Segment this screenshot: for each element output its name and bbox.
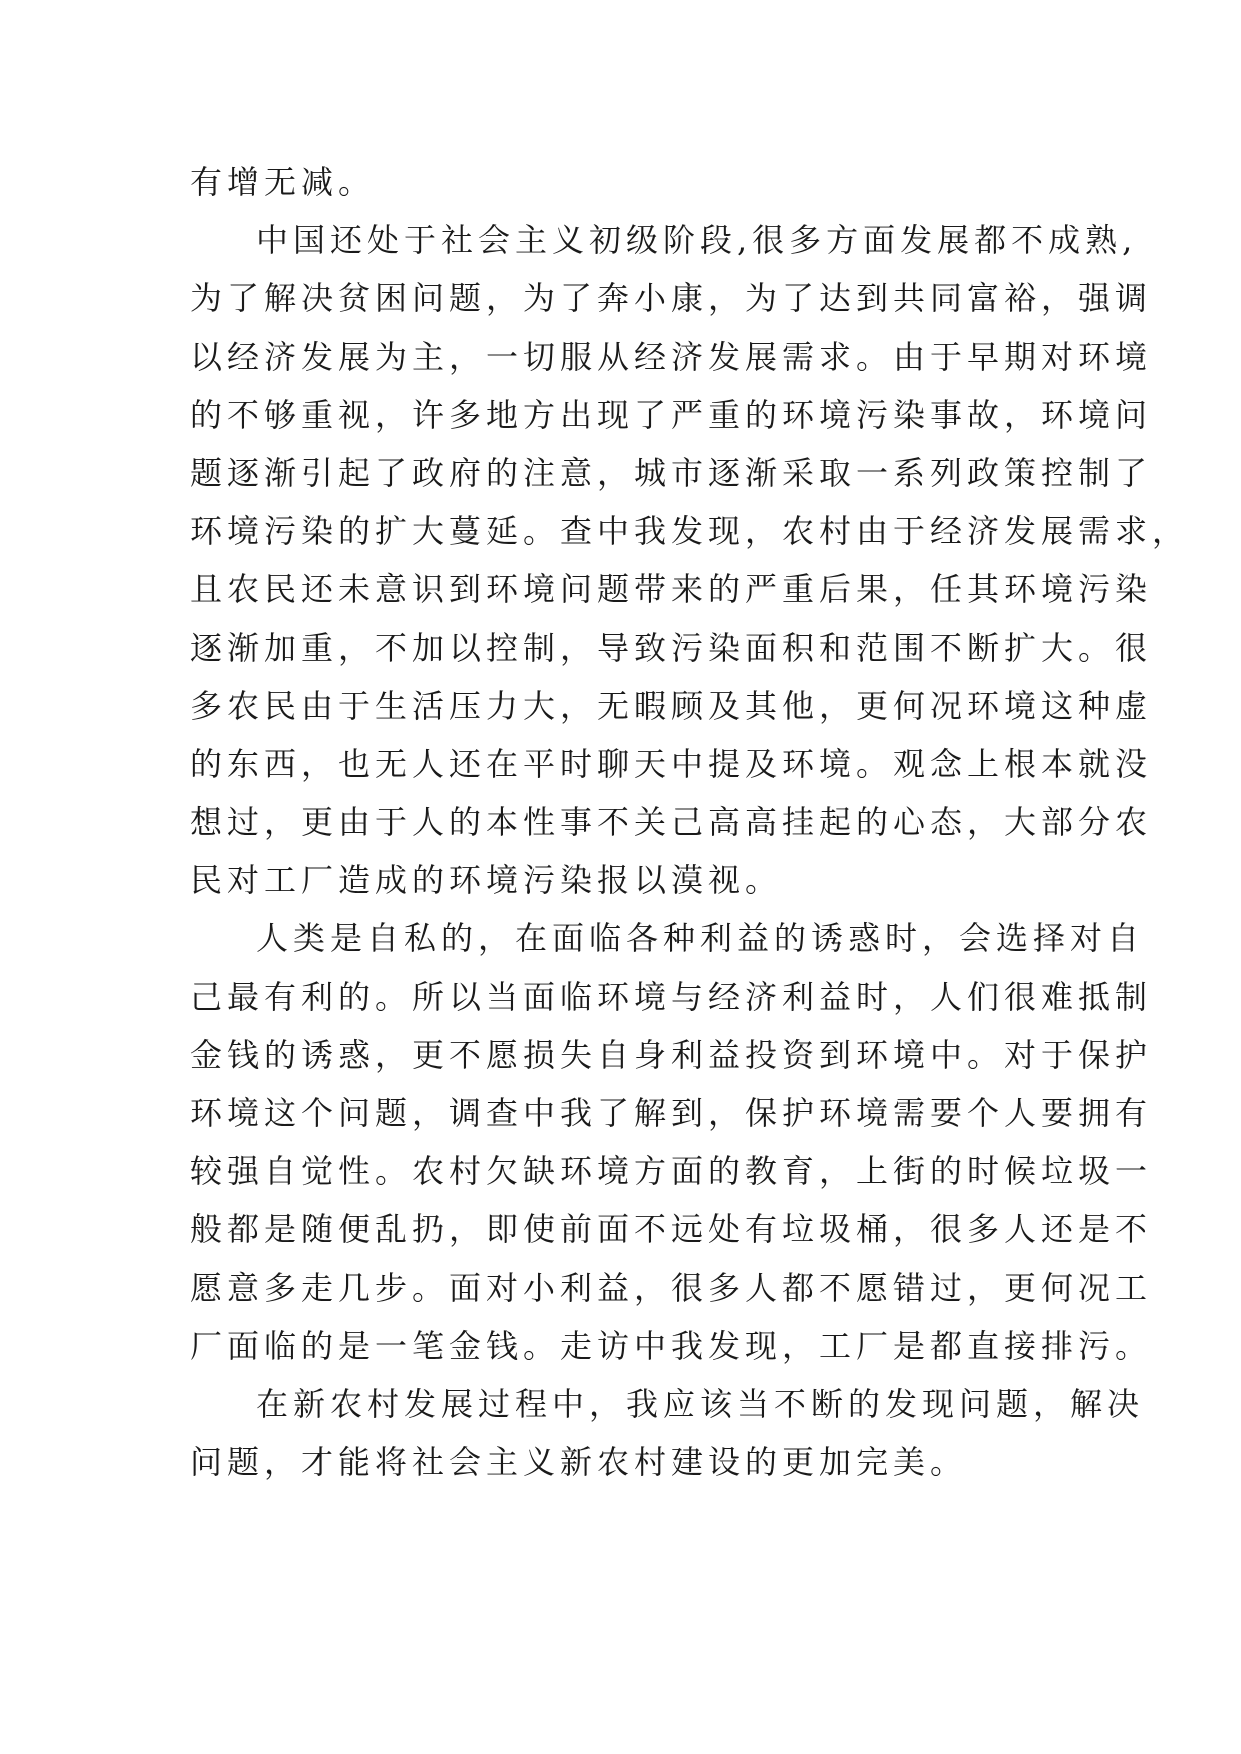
text-line: 逐渐加重，不加以控制，导致污染面积和范围不断扩大。很 <box>190 628 1153 667</box>
text-line: 想过，更由于人的本性事不关己高高挂起的心态，大部分农 <box>190 803 1153 842</box>
text-line: 且农民还未意识到环境问题带来的严重后果，任其环境污染 <box>190 570 1153 609</box>
text-line: 多农民由于生活压力大，无暇顾及其他，更何况环境这种虚 <box>190 686 1153 725</box>
text-line: 较强自觉性。农村欠缺环境方面的教育，上街的时候垃圾一 <box>190 1152 1153 1191</box>
text-line: 题逐渐引起了政府的注意，城市逐渐采取一系列政策控制了 <box>190 453 1153 492</box>
paragraph <box>190 153 1070 211</box>
text-line: 中国还处于社会主义初级阶段,很多方面发展都不成熟, <box>256 221 1138 260</box>
paragraph <box>190 909 1153 1375</box>
document-body <box>190 153 1190 1491</box>
text-line: 为了解决贫困问题，为了奔小康，为了达到共同富裕，强调 <box>190 279 1153 318</box>
text-line: 民对工厂造成的环境污染报以漠视。 <box>190 861 783 900</box>
text-line: 人类是自私的，在面临各种利益的诱惑时，会选择对自 <box>256 919 1145 958</box>
text-line: 环境污染的扩大蔓延。查中我发现，农村由于经济发展需求， <box>190 512 1190 551</box>
text-line: 问题，才能将社会主义新农村建设的更加完美。 <box>190 1443 968 1482</box>
text-line: 的不够重视，许多地方出现了严重的环境污染事故，环境问 <box>190 395 1153 434</box>
paragraph <box>190 1375 1145 1491</box>
text-line: 的东西，也无人还在平时聊天中提及环境。观念上根本就没 <box>190 744 1153 783</box>
text-line: 以经济发展为主，一切服从经济发展需求。由于早期对环境 <box>190 337 1153 376</box>
text-line: 有增无减。 <box>190 163 376 201</box>
paragraph <box>190 211 1190 909</box>
text-line: 般都是随便乱扔，即使前面不远处有垃圾桶，很多人还是不 <box>190 1210 1153 1249</box>
text-line: 愿意多走几步。面对小利益，很多人都不愿错过，更何况工 <box>190 1268 1153 1307</box>
text-line: 厂面临的是一笔金钱。走访中我发现，工厂是都直接排污。 <box>190 1326 1153 1365</box>
text-line: 金钱的诱惑，更不愿损失自身利益投资到环境中。对于保护 <box>190 1035 1153 1074</box>
text-line: 己最有利的。所以当面临环境与经济利益时，人们很难抵制 <box>190 977 1153 1016</box>
text-line: 在新农村发展过程中，我应该当不断的发现问题，解决 <box>256 1384 1145 1423</box>
text-line: 环境这个问题，调查中我了解到，保护环境需要个人要拥有 <box>190 1094 1153 1132</box>
